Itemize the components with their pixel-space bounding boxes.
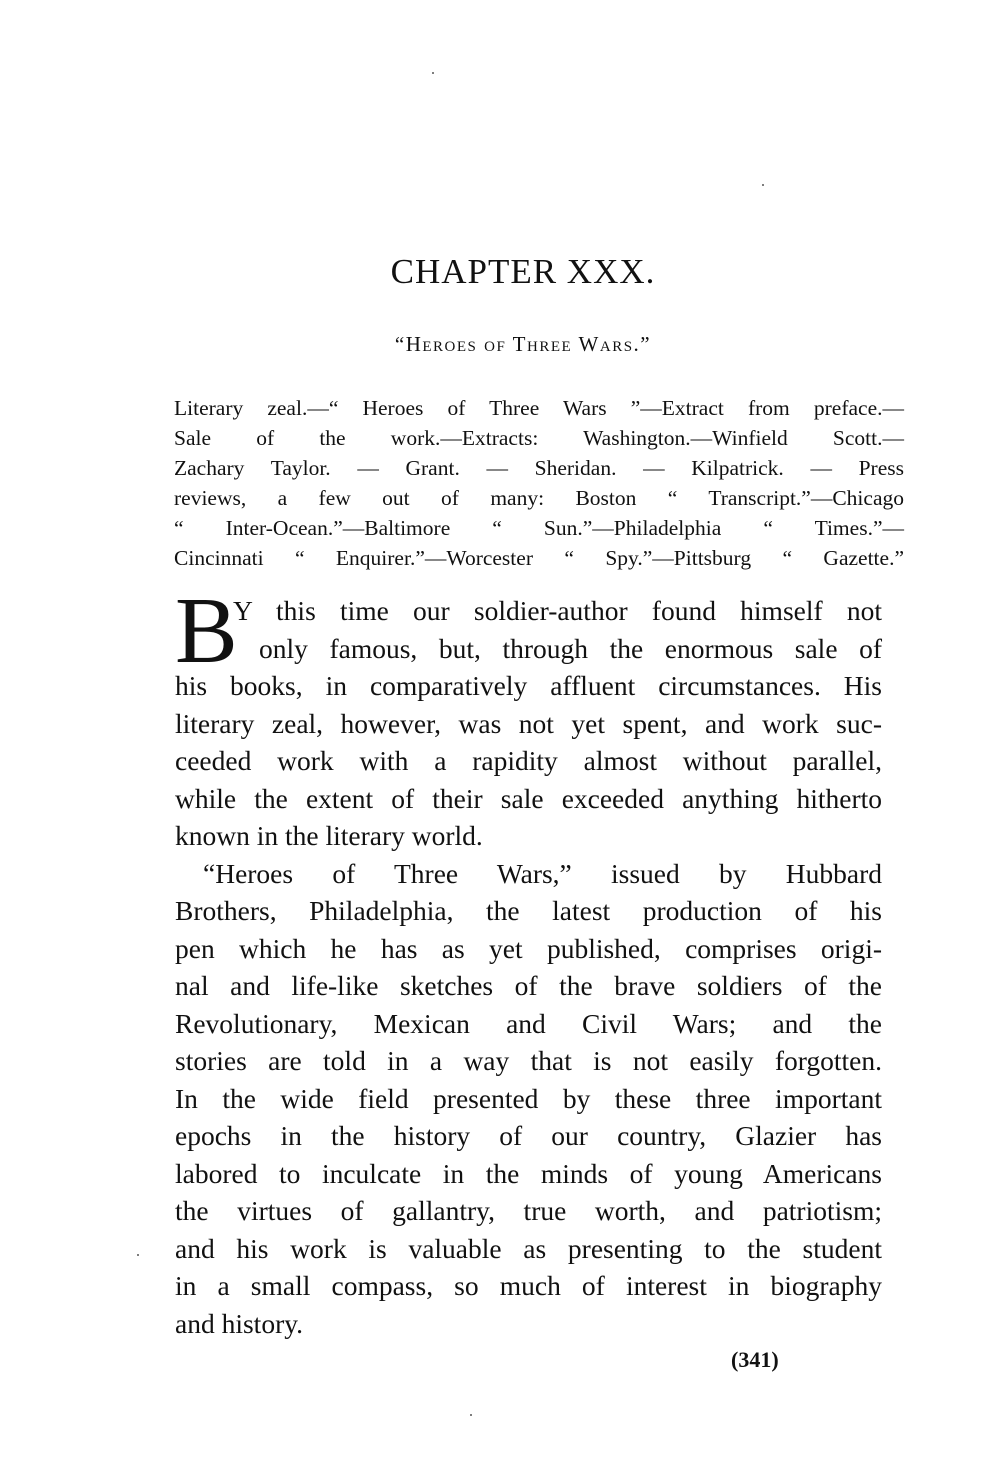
synopsis-line: Zachary Taylor. — Grant. — Sheridan. — Kilpatrick. — Press (174, 456, 904, 480)
synopsis-line: Cincinnati “ Enquirer.”—Worcester “ Spy.”—Pittsburg “ Gazette.” (174, 546, 904, 570)
synopsis-line: Sale of the work.—Extracts: Washington.—Winfield Scott.— (174, 426, 904, 450)
body-line: Y this time our soldier-author found himself not (233, 595, 882, 626)
body-line: pen which he has as yet published, comprises origi- (175, 932, 882, 964)
synopsis-line: “ Inter-Ocean.”—Baltimore “ Sun.”—Philadelphia “ Times.”— (174, 516, 904, 540)
chapter-synopsis (174, 393, 904, 573)
body-line: epochs in the history of our country, Glazier has (175, 1120, 882, 1151)
body-line: Revolutionary, Mexican and Civil Wars; and the (175, 1007, 882, 1039)
chapter-subtitle: “Heroes of Three Wars.” (394, 332, 652, 356)
paper-speck (470, 1414, 472, 1416)
body-line: labored to inculcate in the minds of young Americans (175, 1157, 882, 1189)
body-line: known in the literary world. (175, 820, 483, 851)
synopsis-line: reviews, a few out of many: Boston “ Transcript.”—Chicago (174, 486, 904, 510)
paragraph-2 (175, 855, 882, 1343)
body-line: the virtues of gallantry, true worth, and patriotism; (175, 1195, 882, 1226)
paragraph-1 (175, 579, 882, 855)
paper-speck (762, 184, 764, 186)
body-line: In the wide field presented by these three important (175, 1082, 882, 1114)
body-line: while the extent of their sale exceeded anything hitherto (175, 782, 882, 814)
body-line: nal and life-like sketches of the brave soldiers of the (175, 970, 882, 1001)
body-line: literary zeal, however, was not yet spent, and work suc- (175, 707, 882, 739)
body-text (175, 579, 882, 1342)
body-line: only famous, but, through the enormous sale of (259, 632, 882, 664)
body-line: Brothers, Philadelphia, the latest production of his (175, 895, 882, 926)
synopsis-line: Literary zeal.—“ Heroes of Three Wars ”—Extract from preface.— (174, 396, 904, 420)
body-line: and his work is valuable as presenting to the student (175, 1232, 882, 1264)
body-line: and history. (175, 1307, 304, 1339)
body-line: stories are told in a way that is not easily forgotten. (175, 1045, 882, 1076)
page-number: (341) (731, 1347, 779, 1372)
paper-speck (137, 1254, 139, 1256)
body-line: “Heroes of Three Wars,” issued by Hubbard (203, 857, 882, 889)
chapter-title: CHAPTER XXX. (390, 252, 656, 291)
paper-speck (432, 72, 434, 74)
body-line: in a small compass, so much of interest in biography (175, 1270, 882, 1301)
body-line: ceeded work with a rapidity almost without parallel, (175, 745, 882, 776)
drop-cap: B (175, 579, 238, 683)
body-line: his books, in comparatively affluent circumstances. His (175, 670, 882, 701)
